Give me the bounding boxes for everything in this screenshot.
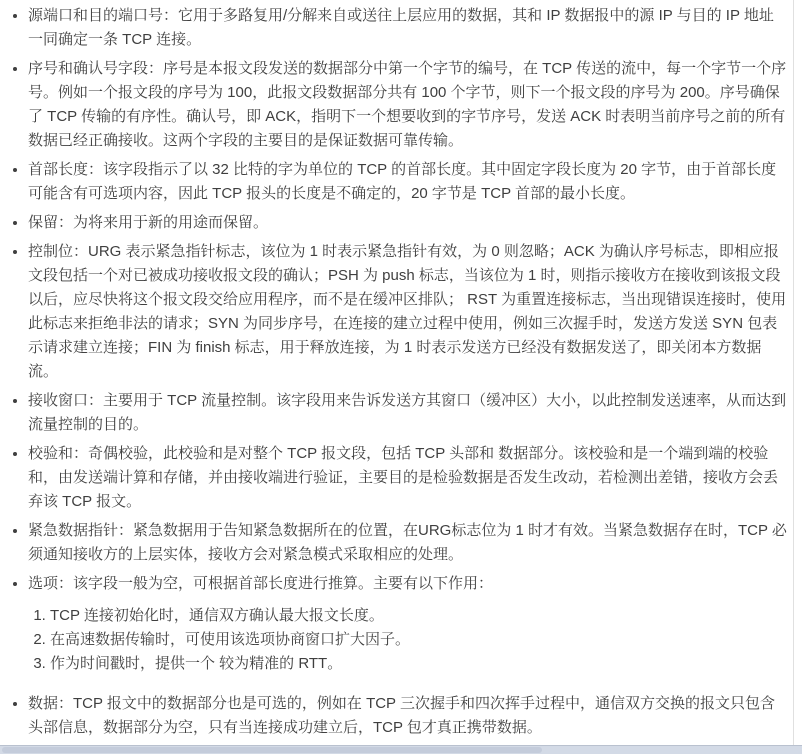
list-item-seq-ack [28,57,787,153]
sublist-item-window-scale: 2. 在高速数据传输时，可使用该选项协商窗口扩大因子。 [50,628,787,652]
list-item-reserved [28,211,787,235]
list-item-text: 选项：该字段一般为空，可根据首部长度进行推算。主要有以下作用： [28,575,494,592]
list-item-text: 数据：TCP 报文中的数据部分也是可选的，例如在 TCP 三次握手和四次挥手过程中，通信双方交换的报文只包含头部信息，数据部分为空，只有当连接成功建立后，TCP 包才真正携带数据。 [28,695,775,736]
list-item-control-bits [28,240,787,384]
horizontal-scrollbar-thumb[interactable] [2,747,542,753]
list-item-text: 校验和：奇偶校验，此校验和是对整个 TCP 报文段，包括 TCP 头部和 数据部分。该校验和是一个端到端的校验和，由发送端计算和存储，并由接收端进行验证，主要目的是检验数据是否发生改动，若检测出差错，接收方会丢弃该 TCP 报文。 [28,445,779,510]
list-item-source-dest-port [28,4,787,52]
list-item-options [28,572,787,676]
list-item-urgent-pointer [28,519,787,567]
options-sublist [28,604,787,676]
list-item-data [28,692,787,740]
list-item-text: 序号和确认号字段：序号是本报文段发送的数据部分中第一个字节的编号，在 TCP 传送的流中，每一个字节一个序号。例如一个报文段的序号为 100，此报文段数据部分共有 100 个字节，则下一个报文段的序号为 200。序号确保了 TCP 传输的有序性。确认号，即 ACK，指明下一个想要收到的字节序号，发送 ACK 时表明当前序号之前的所有数据已经正确接收。这两个字段的主要目的是保证数据可靠传输。 [28,60,787,149]
sublist-item-mss: 1. TCP 连接初始化时，通信双方确认最大报文长度。 [50,604,787,628]
list-item-text: 首部长度：该字段指示了以 32 比特的字为单位的 TCP 的首部长度。其中固定字段长度为 20 字节，由于首部长度可能含有可选项内容，因此 TCP 报头的长度是不确定的，20 字节是 TCP 首部的最小长度。 [28,161,777,202]
horizontal-scrollbar[interactable] [0,745,802,754]
sublist-item-timestamp: 3. 作为时间戳时，提供一个 较为精准的 RTT。 [50,652,787,676]
list-item-text: 接收窗口：主要用于 TCP 流量控制。该字段用来告诉发送方其窗口（缓冲区）大小，以此控制发送速率，从而达到流量控制的目的。 [28,392,787,433]
list-item-checksum [28,442,787,514]
list-item-header-length [28,158,787,206]
list-item-text: 控制位：URG 表示紧急指针标志，该位为 1 时表示紧急指针有效，为 0 则忽略；ACK 为确认序号标志，即相应报文段包括一个对已被成功接收报文段的确认；PSH 为 push 标志，当该位为 1 时，则指示接收方在接收到该报文段以后，应尽快将这个报文段交给应用程序，而不是在缓冲区排队； RST 为重置连接标志，当出现错误连接时，使用此标志来拒绝非法的请求；SYN 为同步序号，在连接的建立过程中使用，例如三次握手时，发送方发送 SYN 包表示请求建立连接；FIN 为 finish 标志，用于释放连接，为 1 时表示发送方已经没有数据发送了，即关闭本方数据流。 [28,243,787,380]
list-item-text: 源端口和目的端口号：它用于多路复用/分解来自或送往上层应用的数据，其和 IP 数据报中的源 IP 与目的 IP 地址一同确定一条 TCP 连接。 [28,7,774,48]
tcp-header-fields-list [0,4,793,740]
list-item-text: 保留：为将来用于新的用途而保留。 [28,214,269,231]
list-item-receive-window [28,389,787,437]
list-item-text: 紧急数据指针：紧急数据用于告知紧急数据所在的位置，在URG标志位为 1 时才有效。当紧急数据存在时，TCP 必须通知接收方的上层实体，接收方会对紧急模式采取相应的处理。 [28,522,787,563]
